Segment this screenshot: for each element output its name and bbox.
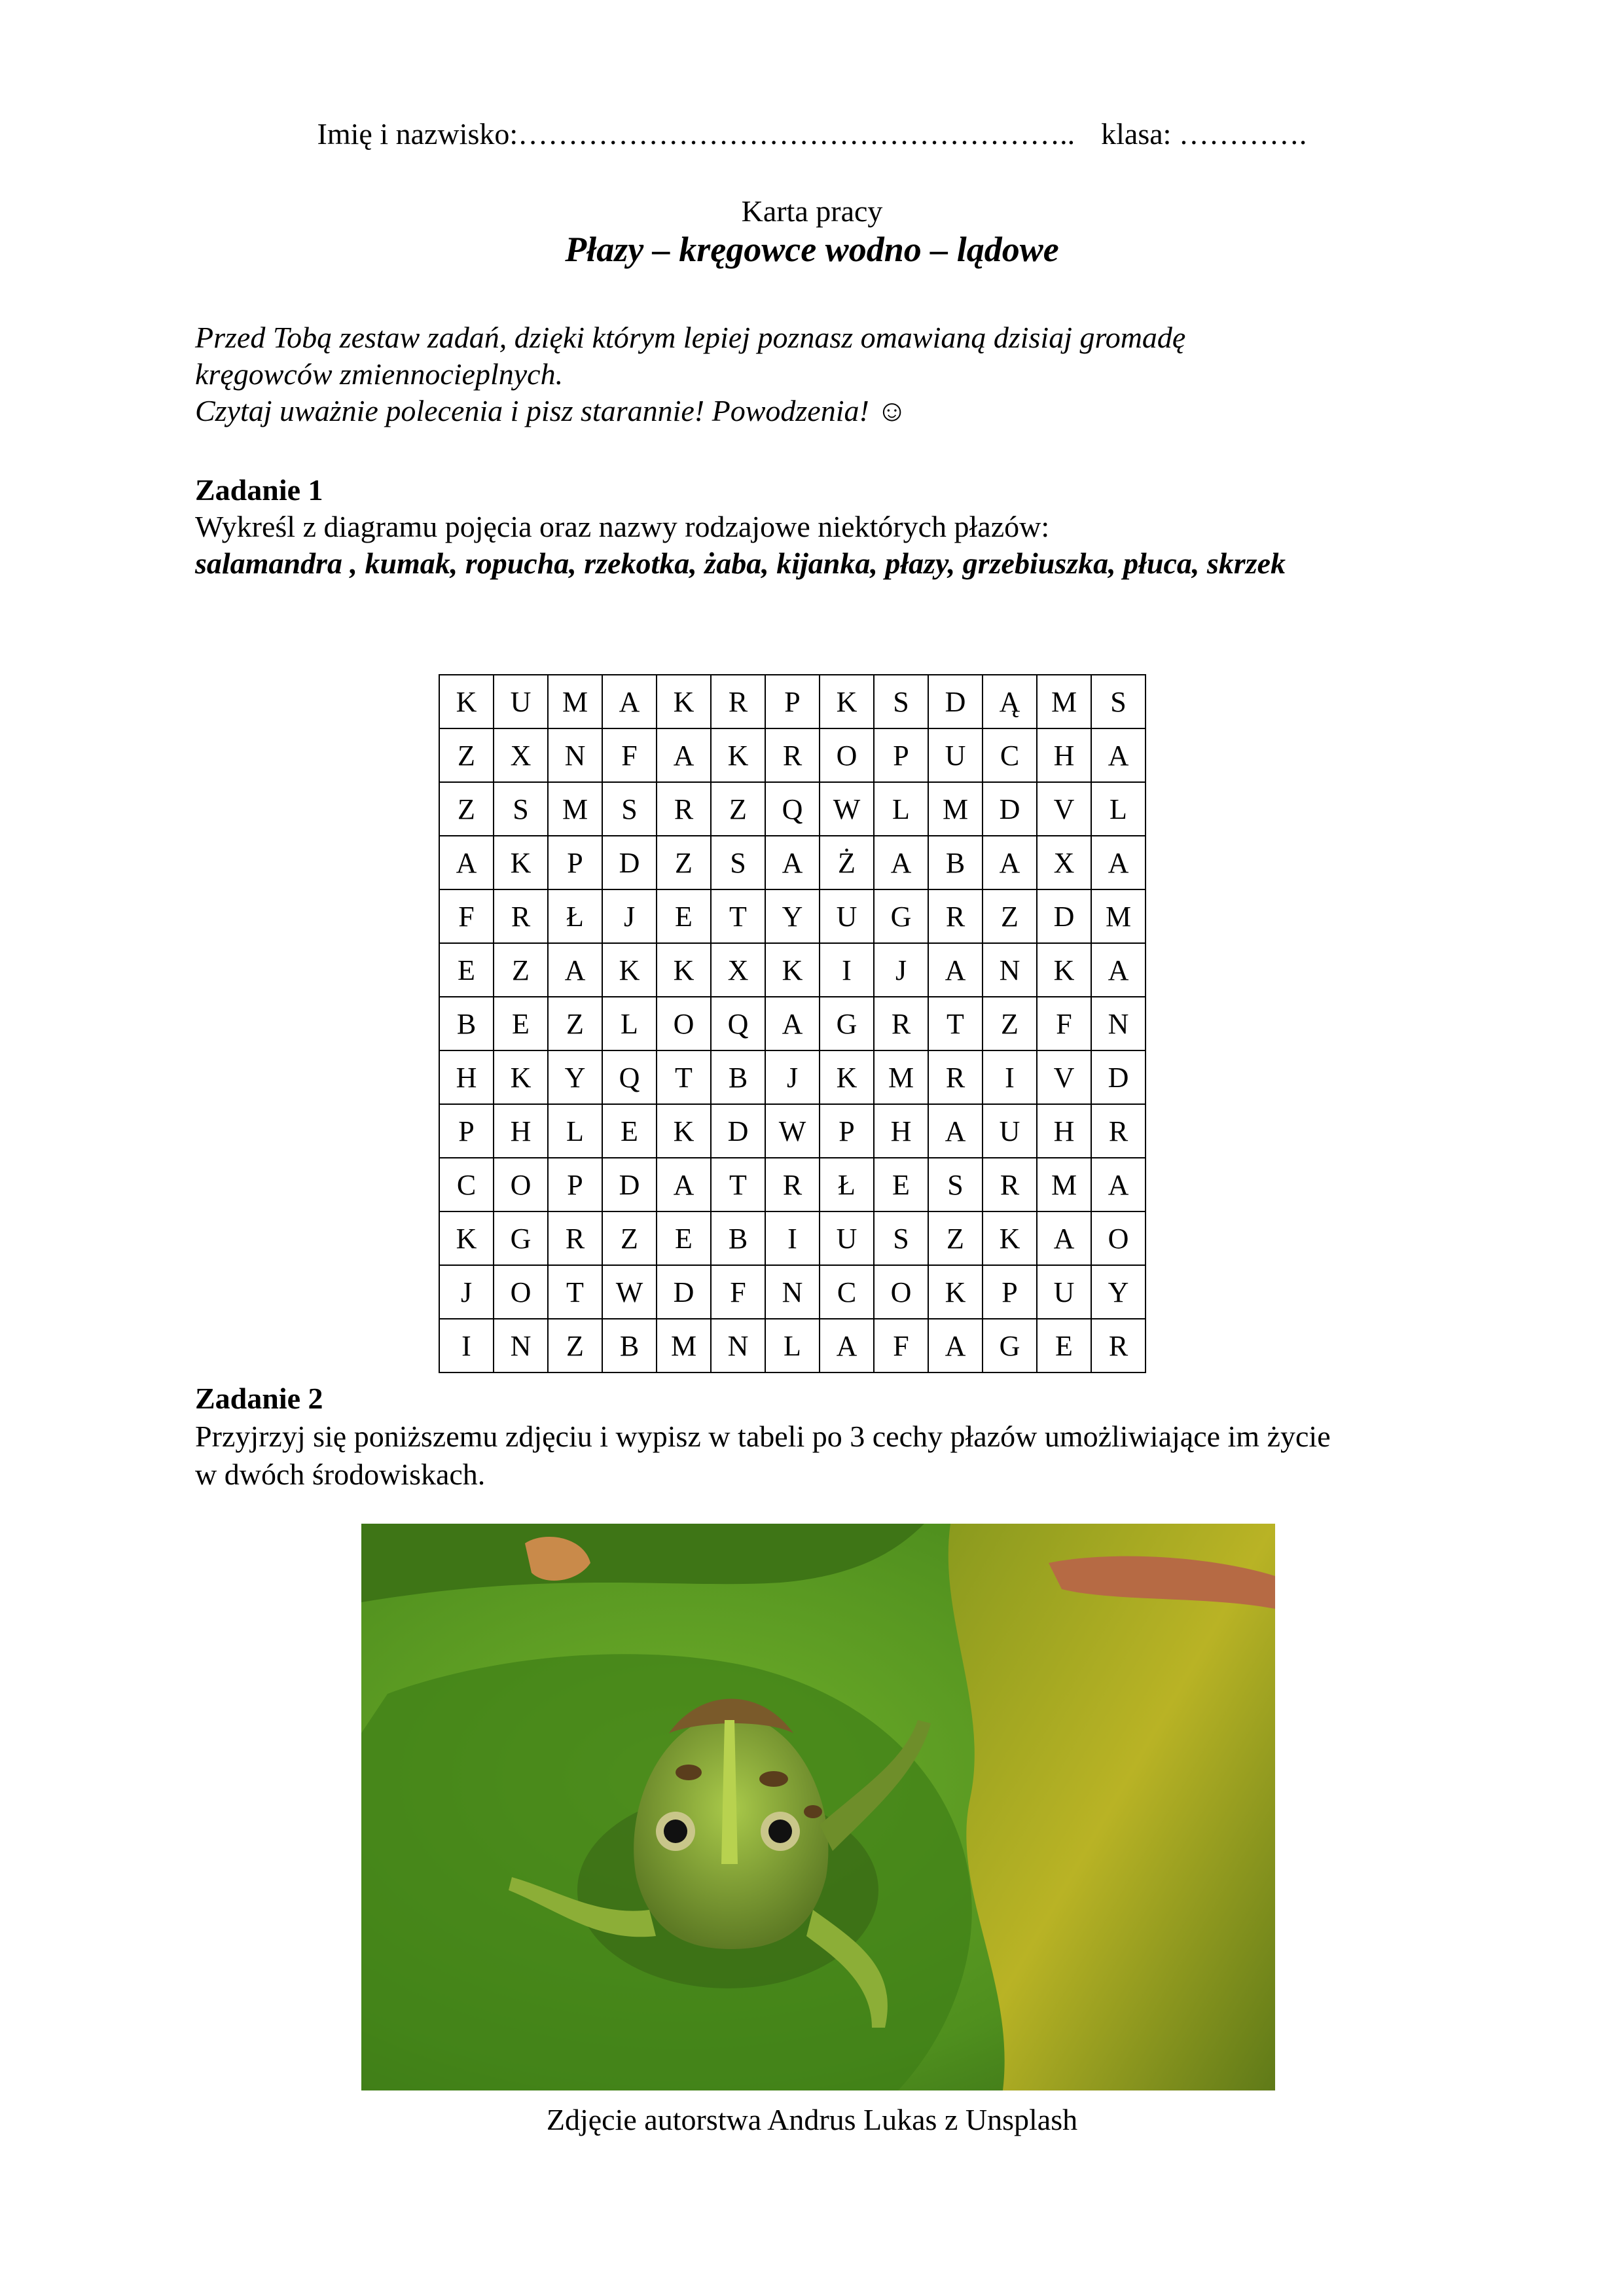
- grid-cell[interactable]: S: [874, 1211, 928, 1265]
- grid-cell[interactable]: Z: [983, 889, 1037, 943]
- grid-cell[interactable]: G: [874, 889, 928, 943]
- grid-cell[interactable]: E: [1037, 1319, 1091, 1372]
- grid-cell[interactable]: Z: [983, 997, 1037, 1050]
- grid-row: [439, 889, 1146, 943]
- grid-cell[interactable]: H: [1037, 1104, 1091, 1158]
- grid-cell[interactable]: T: [548, 1265, 602, 1319]
- grid-cell[interactable]: S: [874, 675, 928, 728]
- grid-cell[interactable]: I: [765, 1211, 820, 1265]
- grid-cell[interactable]: F: [711, 1265, 765, 1319]
- grid-row: [439, 836, 1146, 889]
- grid-cell[interactable]: M: [548, 675, 602, 728]
- grid-cell[interactable]: Y: [548, 1050, 602, 1104]
- grid-cell[interactable]: A: [1091, 943, 1146, 997]
- grid-cell[interactable]: K: [657, 1104, 711, 1158]
- grid-cell[interactable]: O: [494, 1265, 548, 1319]
- grid-cell[interactable]: S: [928, 1158, 983, 1211]
- grid-cell[interactable]: K: [820, 1050, 874, 1104]
- grid-cell[interactable]: B: [711, 1211, 765, 1265]
- grid-cell[interactable]: A: [657, 728, 711, 782]
- grid-cell[interactable]: Ą: [983, 675, 1037, 728]
- grid-cell[interactable]: A: [765, 997, 820, 1050]
- grid-cell[interactable]: A: [874, 836, 928, 889]
- worksheet-title: Płazy – kręgowce wodno – lądowe: [565, 230, 1059, 269]
- grid-cell[interactable]: R: [548, 1211, 602, 1265]
- grid-cell[interactable]: V: [1037, 782, 1091, 836]
- grid-cell[interactable]: M: [874, 1050, 928, 1104]
- grid-cell[interactable]: A: [820, 1319, 874, 1372]
- grid-cell[interactable]: L: [874, 782, 928, 836]
- grid-cell[interactable]: U: [494, 675, 548, 728]
- grid-cell[interactable]: Z: [548, 997, 602, 1050]
- grid-cell[interactable]: L: [602, 997, 657, 1050]
- grid-cell[interactable]: H: [874, 1104, 928, 1158]
- grid-cell[interactable]: U: [820, 1211, 874, 1265]
- grid-cell[interactable]: K: [820, 675, 874, 728]
- grid-cell[interactable]: N: [983, 943, 1037, 997]
- grid-cell[interactable]: G: [983, 1319, 1037, 1372]
- grid-row: [439, 1265, 1146, 1319]
- grid-cell[interactable]: E: [602, 1104, 657, 1158]
- grid-cell[interactable]: R: [928, 889, 983, 943]
- grid-cell[interactable]: R: [928, 1050, 983, 1104]
- grid-cell[interactable]: P: [765, 675, 820, 728]
- grid-cell[interactable]: K: [439, 1211, 494, 1265]
- grid-cell[interactable]: N: [494, 1319, 548, 1372]
- grid-cell[interactable]: E: [494, 997, 548, 1050]
- grid-cell[interactable]: Y: [1091, 1265, 1146, 1319]
- grid-cell[interactable]: O: [874, 1265, 928, 1319]
- grid-row: [439, 943, 1146, 997]
- grid-row: [439, 728, 1146, 782]
- grid-cell[interactable]: Z: [439, 782, 494, 836]
- grid-cell[interactable]: X: [494, 728, 548, 782]
- grid-cell[interactable]: T: [711, 1158, 765, 1211]
- grid-cell[interactable]: L: [1091, 782, 1146, 836]
- grid-cell[interactable]: H: [439, 1050, 494, 1104]
- grid-cell[interactable]: M: [1037, 1158, 1091, 1211]
- grid-cell[interactable]: A: [928, 943, 983, 997]
- grid-cell[interactable]: Y: [765, 889, 820, 943]
- grid-cell[interactable]: U: [820, 889, 874, 943]
- grid-cell[interactable]: E: [657, 889, 711, 943]
- grid-cell[interactable]: E: [439, 943, 494, 997]
- grid-cell[interactable]: K: [657, 675, 711, 728]
- grid-cell[interactable]: O: [657, 997, 711, 1050]
- grid-cell[interactable]: E: [657, 1211, 711, 1265]
- grid-cell[interactable]: D: [657, 1265, 711, 1319]
- grid-cell[interactable]: D: [602, 1158, 657, 1211]
- grid-cell[interactable]: A: [983, 836, 1037, 889]
- grid-cell[interactable]: A: [439, 836, 494, 889]
- grid-cell[interactable]: P: [548, 836, 602, 889]
- task1-word-list: salamandra , kumak, ropucha, rzekotka, żaba, kijanka, płazy, grzebiuszka, płuca, skrzek: [195, 547, 1286, 580]
- grid-cell[interactable]: W: [820, 782, 874, 836]
- grid-row: [439, 1104, 1146, 1158]
- grid-cell[interactable]: N: [548, 728, 602, 782]
- grid-cell[interactable]: Z: [928, 1211, 983, 1265]
- grid-cell[interactable]: D: [1037, 889, 1091, 943]
- grid-cell[interactable]: R: [711, 675, 765, 728]
- frog-illustration: [361, 1524, 1275, 2090]
- grid-cell[interactable]: X: [711, 943, 765, 997]
- grid-cell[interactable]: Z: [602, 1211, 657, 1265]
- grid-cell[interactable]: A: [1091, 1158, 1146, 1211]
- grid-cell[interactable]: K: [602, 943, 657, 997]
- grid-cell[interactable]: Q: [765, 782, 820, 836]
- grid-cell[interactable]: N: [765, 1265, 820, 1319]
- grid-cell[interactable]: C: [439, 1158, 494, 1211]
- task2-instruction-line: w dwóch środowiskach.: [195, 1458, 486, 1491]
- grid-cell[interactable]: U: [983, 1104, 1037, 1158]
- grid-cell[interactable]: O: [820, 728, 874, 782]
- grid-cell[interactable]: G: [494, 1211, 548, 1265]
- grid-cell[interactable]: L: [765, 1319, 820, 1372]
- grid-cell[interactable]: A: [1091, 836, 1146, 889]
- grid-cell[interactable]: M: [1037, 675, 1091, 728]
- grid-cell[interactable]: R: [765, 1158, 820, 1211]
- task1-heading: Zadanie 1: [195, 473, 323, 507]
- grid-cell[interactable]: F: [874, 1319, 928, 1372]
- grid-cell[interactable]: P: [820, 1104, 874, 1158]
- grid-cell[interactable]: K: [1037, 943, 1091, 997]
- grid-cell[interactable]: D: [928, 675, 983, 728]
- task2-instruction-line: Przyjrzyj się poniższemu zdjęciu i wypisz w tabeli po 3 cechy płazów umożliwiające im życie: [195, 1420, 1331, 1453]
- grid-cell[interactable]: T: [657, 1050, 711, 1104]
- grid-cell[interactable]: P: [439, 1104, 494, 1158]
- grid-cell[interactable]: A: [928, 1319, 983, 1372]
- grid-cell[interactable]: I: [820, 943, 874, 997]
- grid-cell[interactable]: H: [494, 1104, 548, 1158]
- grid-cell[interactable]: E: [874, 1158, 928, 1211]
- grid-cell[interactable]: Q: [602, 1050, 657, 1104]
- grid-cell[interactable]: O: [494, 1158, 548, 1211]
- grid-cell[interactable]: M: [657, 1319, 711, 1372]
- grid-cell[interactable]: X: [1037, 836, 1091, 889]
- grid-cell[interactable]: A: [1037, 1211, 1091, 1265]
- grid-cell[interactable]: U: [1037, 1265, 1091, 1319]
- worksheet-subtitle: Karta pracy: [741, 194, 883, 228]
- grid-row: [439, 675, 1146, 728]
- grid-row: [439, 1158, 1146, 1211]
- grid-cell[interactable]: Ł: [820, 1158, 874, 1211]
- grid-cell[interactable]: W: [602, 1265, 657, 1319]
- grid-cell[interactable]: R: [1091, 1319, 1146, 1372]
- grid-cell[interactable]: R: [874, 997, 928, 1050]
- grid-cell[interactable]: D: [1091, 1050, 1146, 1104]
- grid-cell[interactable]: S: [711, 836, 765, 889]
- grid-cell[interactable]: J: [439, 1265, 494, 1319]
- grid-cell[interactable]: J: [765, 1050, 820, 1104]
- grid-cell[interactable]: A: [602, 675, 657, 728]
- task2-instruction: [195, 1418, 1478, 1494]
- grid-cell[interactable]: P: [874, 728, 928, 782]
- grid-cell[interactable]: P: [548, 1158, 602, 1211]
- intro-line: Czytaj uważnie polecenia i pisz starannie! Powodzenia! ☺: [195, 394, 908, 427]
- grid-cell[interactable]: C: [820, 1265, 874, 1319]
- grid-cell[interactable]: D: [602, 836, 657, 889]
- grid-cell[interactable]: R: [494, 889, 548, 943]
- grid-cell[interactable]: K: [711, 728, 765, 782]
- grid-cell[interactable]: F: [602, 728, 657, 782]
- name-field-label[interactable]: Imię i nazwisko:………………………………………………..: [317, 117, 1075, 151]
- intro-line: kręgowców zmiennocieplnych.: [195, 357, 564, 391]
- grid-cell[interactable]: K: [494, 836, 548, 889]
- grid-cell[interactable]: M: [1091, 889, 1146, 943]
- grid-cell[interactable]: Q: [711, 997, 765, 1050]
- grid-cell[interactable]: K: [765, 943, 820, 997]
- grid-cell[interactable]: P: [983, 1265, 1037, 1319]
- grid-cell[interactable]: S: [602, 782, 657, 836]
- grid-cell[interactable]: R: [1091, 1104, 1146, 1158]
- grid-cell[interactable]: U: [928, 728, 983, 782]
- header-line: [0, 117, 1624, 151]
- grid-row: [439, 1319, 1146, 1372]
- grid-cell[interactable]: B: [439, 997, 494, 1050]
- task2-heading: Zadanie 2: [195, 1382, 323, 1415]
- grid-cell[interactable]: Ż: [820, 836, 874, 889]
- grid-cell[interactable]: H: [1037, 728, 1091, 782]
- grid-cell[interactable]: A: [657, 1158, 711, 1211]
- intro-line: Przed Tobą zestaw zadań, dzięki którym lepiej poznasz omawianą dzisiaj gromadę: [195, 321, 1186, 354]
- grid-cell[interactable]: K: [983, 1211, 1037, 1265]
- frog-photo: [361, 1524, 1275, 2090]
- grid-cell[interactable]: S: [1091, 675, 1146, 728]
- grid-cell[interactable]: K: [657, 943, 711, 997]
- grid-cell[interactable]: M: [928, 782, 983, 836]
- grid-cell[interactable]: G: [820, 997, 874, 1050]
- grid-cell[interactable]: R: [765, 728, 820, 782]
- grid-cell[interactable]: B: [602, 1319, 657, 1372]
- grid-cell[interactable]: R: [657, 782, 711, 836]
- grid-cell[interactable]: O: [1091, 1211, 1146, 1265]
- task1-instruction: Wykreśl z diagramu pojęcia oraz nazwy rodzajowe niektórych płazów:: [195, 510, 1050, 543]
- grid-cell[interactable]: A: [928, 1104, 983, 1158]
- grid-cell[interactable]: D: [711, 1104, 765, 1158]
- grid-cell[interactable]: I: [983, 1050, 1037, 1104]
- grid-cell[interactable]: C: [983, 728, 1037, 782]
- grid-cell[interactable]: A: [765, 836, 820, 889]
- grid-cell[interactable]: W: [765, 1104, 820, 1158]
- grid-cell[interactable]: Z: [711, 782, 765, 836]
- grid-cell[interactable]: Z: [657, 836, 711, 889]
- grid-cell[interactable]: A: [1091, 728, 1146, 782]
- photo-caption: Zdjęcie autorstwa Andrus Lukas z Unsplash: [546, 2103, 1078, 2136]
- grid-cell[interactable]: K: [928, 1265, 983, 1319]
- grid-cell[interactable]: I: [439, 1319, 494, 1372]
- grid-cell[interactable]: T: [928, 997, 983, 1050]
- grid-cell[interactable]: F: [439, 889, 494, 943]
- grid-cell[interactable]: B: [711, 1050, 765, 1104]
- grid-cell[interactable]: T: [711, 889, 765, 943]
- grid-row: [439, 997, 1146, 1050]
- grid-cell[interactable]: V: [1037, 1050, 1091, 1104]
- grid-cell[interactable]: J: [602, 889, 657, 943]
- grid-cell[interactable]: R: [983, 1158, 1037, 1211]
- grid-row: [439, 1211, 1146, 1265]
- grid-row: [439, 1050, 1146, 1104]
- grid-cell[interactable]: Z: [548, 1319, 602, 1372]
- grid-cell[interactable]: A: [548, 943, 602, 997]
- class-field-label[interactable]: klasa: ………….: [1101, 117, 1307, 151]
- grid-cell[interactable]: J: [874, 943, 928, 997]
- grid-cell[interactable]: K: [494, 1050, 548, 1104]
- grid-cell[interactable]: K: [439, 675, 494, 728]
- grid-cell[interactable]: Z: [439, 728, 494, 782]
- grid-cell[interactable]: Z: [494, 943, 548, 997]
- grid-cell[interactable]: L: [548, 1104, 602, 1158]
- grid-cell[interactable]: S: [494, 782, 548, 836]
- grid-row: [439, 782, 1146, 836]
- intro-text: [195, 319, 1439, 429]
- grid-cell[interactable]: M: [548, 782, 602, 836]
- grid-cell[interactable]: D: [983, 782, 1037, 836]
- grid-cell[interactable]: F: [1037, 997, 1091, 1050]
- grid-cell[interactable]: N: [711, 1319, 765, 1372]
- grid-cell[interactable]: B: [928, 836, 983, 889]
- grid-cell[interactable]: Ł: [548, 889, 602, 943]
- word-search-grid: [439, 674, 1146, 1373]
- grid-cell[interactable]: N: [1091, 997, 1146, 1050]
